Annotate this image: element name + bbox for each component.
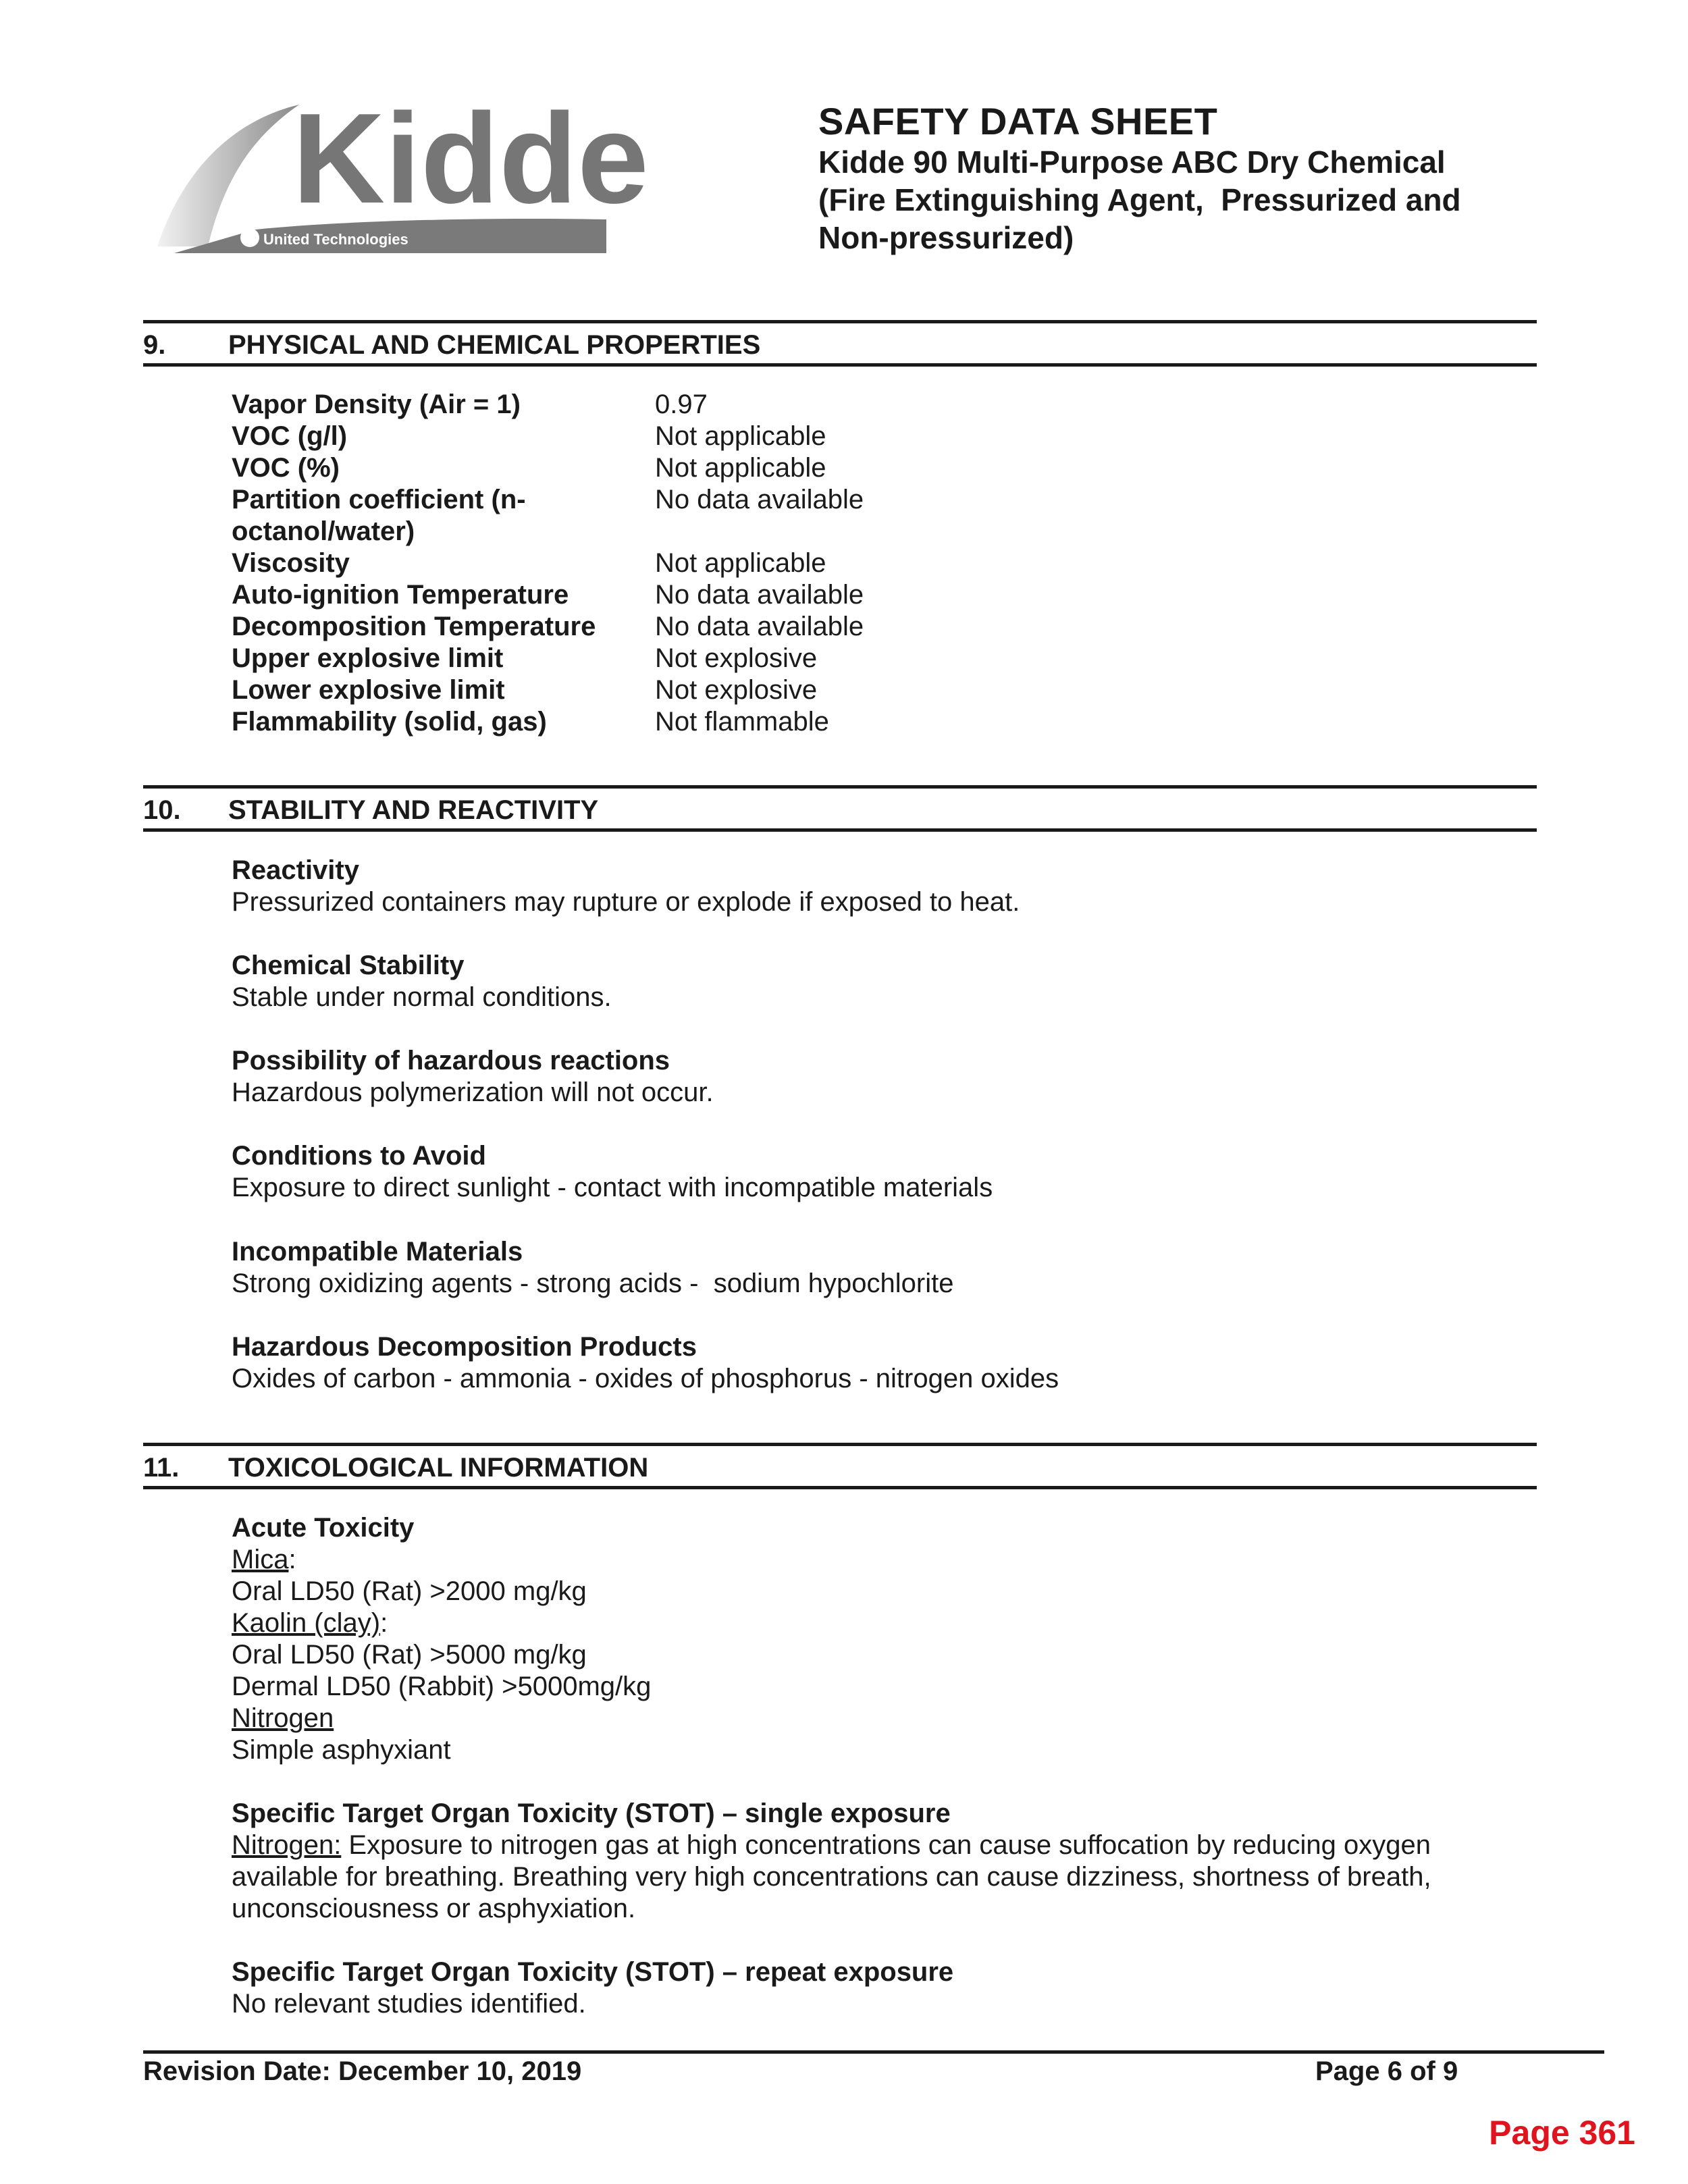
property-row (232, 706, 864, 738)
property-row (232, 611, 864, 643)
section-10-top-rule (143, 785, 1537, 789)
subheading: Conditions to Avoid (232, 1141, 486, 1171)
chemical-stability-block (232, 950, 1528, 1013)
page-number: Page 6 of 9 (1315, 2056, 1458, 2086)
subheading: Chemical Stability (232, 951, 465, 980)
section-title: STABILITY AND REACTIVITY (228, 795, 599, 825)
section-9-bottom-rule (143, 363, 1537, 367)
product-name-line-3: Non-pressurized) (818, 220, 1074, 255)
property-value: No data available (655, 580, 864, 610)
body-text: unconsciousness or asphyxiation. (232, 1894, 636, 1923)
section-title: PHYSICAL AND CHEMICAL PROPERTIES (228, 330, 761, 360)
property-label: Auto-ignition Temperature (232, 580, 569, 610)
document-header (818, 100, 1461, 257)
brand-text: Kidde (292, 87, 649, 230)
body-text: Stable under normal conditions. (232, 982, 612, 1012)
property-row (232, 674, 864, 706)
subheading: Reactivity (232, 855, 359, 885)
kidde-logo (154, 87, 649, 263)
properties-table (232, 389, 864, 738)
section-11-heading (143, 1451, 648, 1485)
colon: : (380, 1608, 388, 1638)
body-text: Oxides of carbon - ammonia - oxides of phosphorus - nitrogen oxides (232, 1364, 1059, 1393)
property-label: Viscosity (232, 548, 350, 578)
body-text: Pressurized containers may rupture or explode if exposed to heat. (232, 887, 1020, 917)
section-number: 11. (143, 1453, 180, 1483)
property-value: Not applicable (655, 548, 826, 578)
property-row (232, 579, 864, 611)
property-value: Not flammable (655, 707, 829, 737)
property-label: VOC (g/l) (232, 421, 348, 451)
subheading: Specific Target Organ Toxicity (STOT) – repeat exposure (232, 1957, 954, 1987)
body-text: available for breathing. Breathing very high concentrations can cause dizziness, shortness of breath, (232, 1862, 1431, 1892)
body-text-fragment: Exposure to nitrogen gas at high concentrations can cause suffocation by reducing oxygen (341, 1830, 1431, 1860)
hazardous-reactions-block (232, 1045, 1528, 1109)
substance-line (232, 1607, 1528, 1639)
subheading: Acute Toxicity (232, 1513, 415, 1543)
property-row (232, 421, 864, 452)
revision-date: Revision Date: December 10, 2019 (143, 2056, 582, 2086)
decomposition-products-block (232, 1331, 1528, 1395)
property-label: Decomposition Temperature (232, 612, 596, 641)
property-row (232, 484, 864, 516)
property-label: Partition coefficient (n- (232, 485, 526, 514)
substance-name: Kaolin (clay) (232, 1608, 381, 1638)
conditions-to-avoid-block (232, 1140, 1528, 1204)
section-9-top-rule (143, 320, 1537, 323)
section-9-heading (143, 328, 760, 362)
property-value: Not applicable (655, 453, 826, 483)
property-value: No data available (655, 612, 864, 641)
section-10-bottom-rule (143, 828, 1537, 832)
body-text: Dermal LD50 (Rabbit) >5000mg/kg (232, 1672, 652, 1701)
property-label: octanol/water) (232, 516, 415, 546)
kidde-swoosh-icon (154, 87, 649, 263)
section-11-bottom-rule (143, 1486, 1537, 1489)
property-row (232, 643, 864, 674)
property-row (232, 389, 864, 421)
property-value: Not explosive (655, 643, 818, 673)
property-row (232, 516, 864, 548)
property-label: Vapor Density (Air = 1) (232, 390, 521, 419)
property-value: 0.97 (655, 390, 708, 419)
body-text: Exposure to direct sunlight - contact with incompatible materials (232, 1173, 993, 1202)
property-label: Upper explosive limit (232, 643, 504, 673)
parent-company-text: United Technologies (263, 231, 408, 248)
body-text (232, 1830, 1528, 1861)
section-10-heading (143, 793, 598, 827)
section-title: TOXICOLOGICAL INFORMATION (228, 1453, 649, 1483)
section-number: 9. (143, 330, 166, 360)
property-label: Flammability (solid, gas) (232, 707, 547, 737)
body-text: Oral LD50 (Rat) >5000 mg/kg (232, 1640, 587, 1670)
footer-rule (143, 2050, 1604, 2054)
substance-name: Nitrogen: (232, 1830, 342, 1860)
section-11-top-rule (143, 1443, 1537, 1446)
colon: : (288, 1545, 296, 1574)
document-title: SAFETY DATA SHEET (818, 100, 1218, 142)
product-name-line-2: (Fire Extinguishing Agent, Pressurized and (818, 182, 1461, 217)
substance-name: Nitrogen (232, 1703, 334, 1733)
substance-line (232, 1544, 1528, 1576)
substance-name: Mica (232, 1545, 289, 1574)
product-name-line-1: Kidde 90 Multi-Purpose ABC Dry Chemical (818, 144, 1446, 180)
property-row (232, 548, 864, 579)
property-value: Not applicable (655, 421, 826, 451)
property-row (232, 452, 864, 484)
stot-single-block (232, 1798, 1528, 1925)
acute-toxicity-block (232, 1512, 1528, 1766)
body-text: Oral LD50 (Rat) >2000 mg/kg (232, 1576, 587, 1606)
stot-repeat-block (232, 1956, 1528, 2020)
page-stamp: Page 361 (1489, 2114, 1635, 2152)
subheading: Specific Target Organ Toxicity (STOT) – single exposure (232, 1799, 951, 1828)
section-number: 10. (143, 795, 181, 825)
incompatible-materials-block (232, 1236, 1528, 1300)
property-value: No data available (655, 485, 864, 514)
body-text: Strong oxidizing agents - strong acids - sodium hypochlorite (232, 1269, 954, 1298)
subheading: Incompatible Materials (232, 1237, 523, 1267)
property-value: Not explosive (655, 675, 818, 705)
subheading: Hazardous Decomposition Products (232, 1332, 697, 1362)
reactivity-block (232, 855, 1528, 918)
body-text: Simple asphyxiant (232, 1735, 451, 1765)
body-text: Hazardous polymerization will not occur. (232, 1077, 714, 1107)
body-text: No relevant studies identified. (232, 1989, 586, 2019)
property-label: VOC (%) (232, 453, 340, 483)
property-label: Lower explosive limit (232, 675, 505, 705)
subheading: Possibility of hazardous reactions (232, 1046, 670, 1075)
